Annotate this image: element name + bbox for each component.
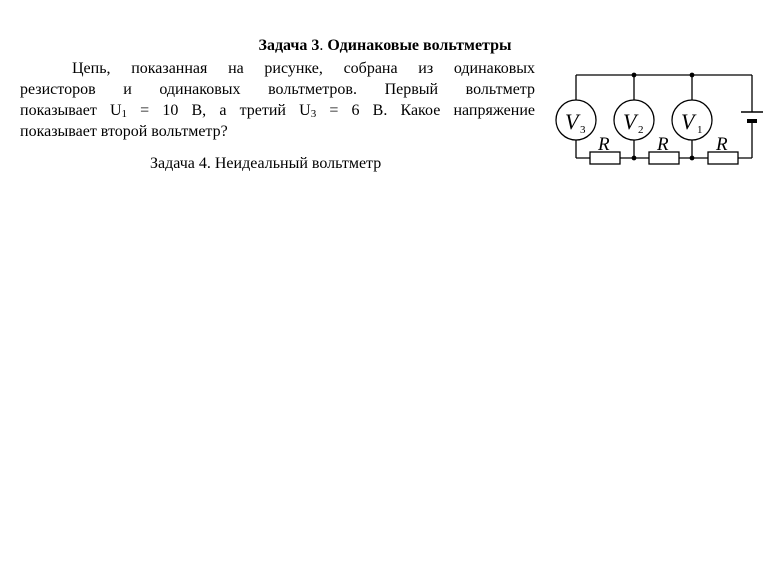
task-number: Задача 3 — [258, 37, 320, 54]
junction-dot — [690, 73, 695, 78]
task-title — [0, 36, 770, 56]
circuit-diagram — [550, 64, 770, 168]
voltmeter-3-letter: V — [565, 109, 579, 134]
resistor-3-label: R — [716, 134, 728, 155]
problem-line-3 — [20, 100, 535, 121]
task-name: Одинаковые вольтметры — [327, 37, 512, 54]
task-separator: . — [319, 37, 324, 54]
voltmeter-3-index: 3 — [580, 124, 586, 136]
problem-line-4: показывает второй вольтметр? — [20, 123, 228, 140]
u1-subscript: 1 — [121, 108, 128, 120]
junction-dot — [632, 156, 637, 161]
voltmeter-1-letter: V — [681, 109, 695, 134]
resistor-1-label: R — [598, 134, 610, 155]
resistor-2-label: R — [657, 134, 669, 155]
junction-dot — [632, 73, 637, 78]
problem-text — [20, 58, 535, 142]
line3-part-c: = 6 В. Какое напряжение — [316, 102, 536, 119]
voltmeter-1-index: 1 — [697, 124, 703, 136]
next-task-title: Задача 4. Неидеальный вольтметр — [150, 155, 382, 172]
problem-line-2: резисторов и одинаковых вольтметров. Первый вольтметр — [20, 81, 535, 98]
line3-part-b: = 10 В, а третий U — [127, 102, 311, 119]
junction-dot — [690, 156, 695, 161]
problem-line-1: Цепь, показанная на рисунке, собрана из одинаковых — [72, 60, 535, 77]
line3-part-a: показывает U — [20, 102, 122, 119]
voltmeter-2-letter: V — [623, 109, 637, 134]
next-task-clipped — [150, 155, 420, 174]
battery-short-plate — [747, 119, 757, 123]
voltmeter-2-index: 2 — [638, 124, 644, 136]
u3-subscript: 3 — [310, 108, 317, 120]
